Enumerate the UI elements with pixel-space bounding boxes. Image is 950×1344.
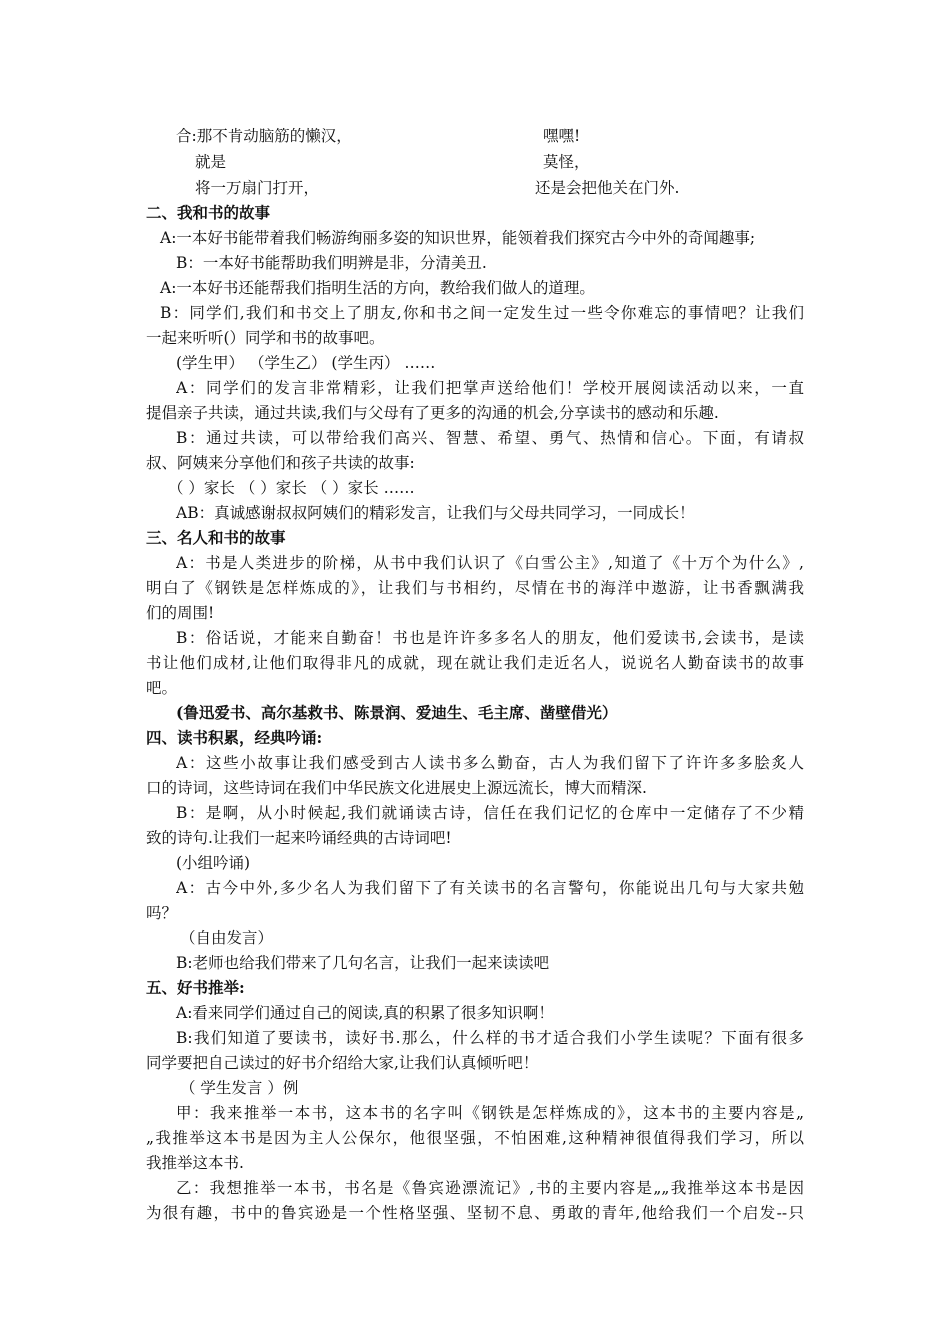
dialogue-line: (小组吟诵) — [176, 854, 251, 872]
dialogue-line: A:一本好书还能帮我们指明生活的方向，教给我们做人的道理。 — [160, 279, 595, 297]
dialogue-line: （ 学生发言 ）例 — [180, 1079, 299, 1097]
dialogue-line: 口的诗词，这些诗词在我们中华民族文化进展史上源远流长，博大而精深. — [146, 779, 647, 797]
dialogue-line: 提倡亲子共读，通过共读,我们与父母有了更多的沟通的机会,分享读书的感动和乐趣. — [146, 404, 719, 422]
dialogue-line: 书让他们成材,让他们取得非凡的成就，现在就让我们走近名人，说说名人勤奋读书的故事 — [146, 654, 804, 672]
dialogue-line: 为很有趣，书中的鲁宾逊是一个性格坚强、坚韧不息、勇敢的青年,他给我们一个启发--只 — [146, 1204, 804, 1222]
poem-right-3: 还是会把他关在门外. — [535, 179, 680, 197]
dialogue-line: 吗？ — [146, 904, 178, 922]
dialogue-line: (学生甲） （学生乙） (学生丙） …… — [176, 354, 436, 372]
dialogue-line: 致的诗句.让我们一起来吟诵经典的古诗词吧! — [146, 829, 452, 847]
dialogue-line: A：这些小故事让我们感受到古人读书多么勤奋，古人为我们留下了许许多多脍炙人 — [176, 754, 804, 772]
dialogue-line: „我推举这本书是因为主人公保尔，他很坚强，不怕困难,这种精神很值得我们学习，所以 — [146, 1129, 804, 1147]
dialogue-line: 明白了《钢铁是怎样炼成的》，让我们与书相约，尽情在书的海洋中遨游，让书香飘满我 — [146, 579, 804, 597]
section-heading: 五、好书推举: — [146, 978, 245, 997]
dialogue-line: A：古今中外,多少名人为我们留下了有关读书的名言警句，你能说出几句与大家共勉 — [176, 879, 804, 897]
dialogue-line: B：一本好书能帮助我们明辨是非，分清美丑. — [176, 254, 487, 272]
dialogue-line: B：俗话说，才能来自勤奋！书也是许许多多名人的朋友，他们爱读书,会读书，是读 — [176, 629, 804, 647]
dialogue-line: B:老师也给我们带来了几句名言，让我们一起来读读吧 — [176, 954, 550, 972]
dialogue-line: 甲：我来推举一本书，这本书的名字叫《钢铁是怎样炼成的》，这本书的主要内容是„ — [176, 1104, 804, 1122]
dialogue-line: 叔、阿姨来分享他们和孩子共读的故事: — [146, 454, 415, 472]
poem-right-1: 嘿嘿! — [543, 127, 581, 145]
dialogue-line: 一起来听听(）同学和书的故事吧。 — [146, 329, 385, 347]
dialogue-line: A:一本好书能带着我们畅游绚丽多姿的知识世界，能领着我们探究古今中外的奇闻趣事; — [160, 229, 756, 247]
dialogue-line: A：同学们的发言非常精彩，让我们把掌声送给他们！学校开展阅读活动以来，一直 — [176, 379, 804, 397]
section-heading: 三、名人和书的故事 — [146, 528, 286, 547]
examples-line: (鲁迅爱书、高尔基救书、陈景润、爱迪生、毛主席、凿壁借光） — [176, 703, 618, 722]
dialogue-line: 们的周围! — [146, 604, 215, 622]
dialogue-line: 同学要把自己读过的好书介绍给大家,让我们认真倾听吧！ — [146, 1054, 539, 1072]
poem-left-3: 将一万扇门打开， — [195, 179, 320, 197]
dialogue-line: 吧。 — [146, 679, 178, 697]
dialogue-line: 我推举这本书. — [146, 1154, 244, 1172]
dialogue-line: B：是啊，从小时候起,我们就诵读古诗，信任在我们记忆的仓库中一定储存了不少精 — [176, 804, 804, 822]
poem-left-1: 合:那不肯动脑筋的懒汉， — [176, 127, 352, 145]
section-heading: 四、读书积累，经典吟诵: — [146, 728, 323, 747]
dialogue-line: （ ）家长 （ ）家长 （ ）家长 …… — [168, 479, 415, 497]
dialogue-line: A：书是人类进步的阶梯，从书中我们认识了《白雪公主》,知道了《十万个为什么》, — [176, 554, 804, 572]
dialogue-line: B：通过共读，可以带给我们高兴、智慧、希望、勇气、热情和信心。下面，有请叔 — [176, 429, 804, 447]
dialogue-line: AB：真诚感谢叔叔阿姨们的精彩发言，让我们与父母共同学习，一同成长！ — [176, 504, 695, 522]
section-heading: 二、我和书的故事 — [146, 203, 271, 222]
poem-left-2: 就是 — [195, 153, 227, 171]
poem-right-2: 莫怪， — [543, 153, 590, 171]
dialogue-line: 乙：我想推举一本书，书名是《鲁宾逊漂流记》,书的主要内容是„„我推举这本书是因 — [176, 1179, 804, 1197]
dialogue-line: B：同学们,我们和书交上了朋友,你和书之间一定发生过一些令你难忘的事情吧？让我们 — [160, 304, 804, 322]
dialogue-line: B:我们知道了要读书，读好书.那么，什么样的书才适合我们小学生读呢？下面有很多 — [176, 1029, 804, 1047]
dialogue-line: （自由发言） — [180, 929, 274, 947]
dialogue-line: A:看来同学们通过自己的阅读,真的积累了很多知识啊！ — [176, 1004, 554, 1022]
